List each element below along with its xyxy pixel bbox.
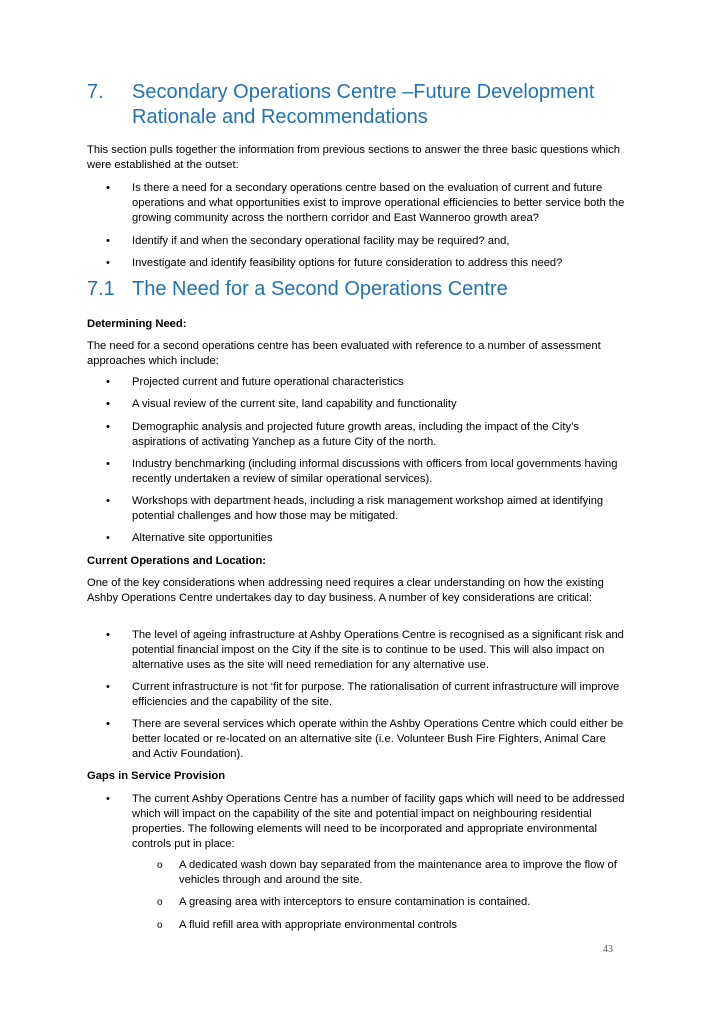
page-number: 43: [603, 944, 613, 955]
bullet-icon: •: [106, 495, 110, 507]
bullet-icon: •: [106, 235, 110, 247]
bullet-icon: •: [106, 532, 110, 544]
paragraph: The need for a second operations centre has been evaluated with reference to a number of assessment approaches which include:: [87, 340, 601, 367]
bullet-icon: •: [106, 681, 110, 693]
subheading-gaps: Gaps in Service Provision: [87, 770, 226, 782]
circle-bullet-icon: o: [157, 897, 163, 908]
subheading-current-operations: Current Operations and Location:: [87, 555, 267, 567]
bullet-icon: •: [106, 182, 110, 194]
bullet-icon: •: [106, 376, 110, 388]
paragraph: One of the key considerations when addressing need requires a clear understanding on how the existing Ashby Operations Centre undertakes day to day business. A number of key considerations are critical:: [87, 577, 604, 604]
bullet-icon: •: [106, 458, 110, 470]
section-title: Secondary Operations Centre –Future Development Rationale and Recommendations: [132, 81, 595, 128]
bullet-icon: •: [106, 421, 110, 433]
circle-bullet-icon: o: [157, 860, 163, 871]
section-title: The Need for a Second Operations Centre: [132, 278, 508, 300]
bullet-icon: •: [106, 257, 110, 269]
bullet-icon: •: [106, 629, 110, 641]
bullet-icon: •: [106, 793, 110, 805]
section-number: 7.1: [87, 278, 115, 300]
section-7-intro: This section pulls together the information from previous sections to answer the three basic questions which were established at the outset:: [87, 144, 620, 171]
bullet-icon: •: [106, 398, 110, 410]
subheading-determining-need: Determining Need:: [87, 318, 187, 330]
bullet-icon: •: [106, 718, 110, 730]
circle-bullet-icon: o: [157, 920, 163, 931]
section-number: 7.: [87, 81, 104, 103]
